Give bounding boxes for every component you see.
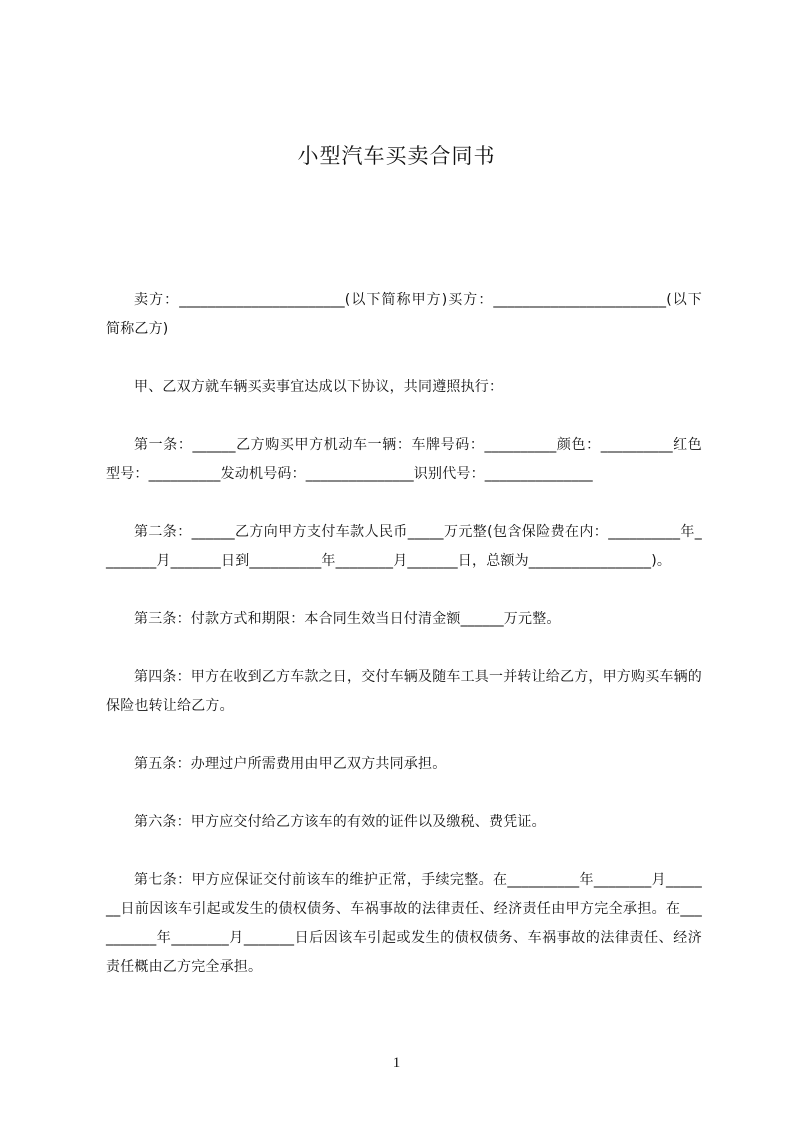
contract-body	[106, 286, 702, 1011]
article-5-paragraph: 第五条：办理过户所需费用由甲乙双方共同承担。	[134, 756, 447, 772]
agreement-intro-paragraph: 甲、乙双方就车辆买卖事宜达成以下协议，共同遵照执行：	[134, 379, 504, 395]
article-6-paragraph: 第六条：甲方应交付给乙方该车的有效的证件以及缴税、费凭证。	[134, 814, 546, 830]
article-2-paragraph: 第二条：______乙方向甲方支付车款人民币_____万元整(包含保险费在内：__________年________月_______日到__________年________月_______日，总额为_________________)。	[106, 524, 702, 569]
article-7-paragraph: 第七条：甲方应保证交付前该车的维护正常，手续完整。在__________年________月_______日前因该车引起或发生的债权债务、车祸事故的法律责任、经济责任由甲方完全承担。在__________年________月_______日后因该车引起或发生的债权债务、车祸事故的法律责任、经济责任概由乙方完全承担。	[106, 872, 702, 975]
article-3-paragraph: 第三条：付款方式和期限：本合同生效当日付清金额______万元整。	[134, 611, 561, 627]
article-4-paragraph: 第四条：甲方在收到乙方车款之日，交付车辆及随车工具一并转让给乙方，甲方购买车辆的保险也转让给乙方。	[106, 669, 702, 714]
document-title: 小型汽车买卖合同书	[297, 144, 496, 168]
article-1-paragraph: 第一条：______乙方购买甲方机动车一辆：车牌号码：__________颜色：__________红色型号：__________发动机号码：_______________识别代号：_______________	[106, 437, 702, 482]
parties-paragraph: 卖方：_______________________(以下简称甲方)买方：________________________(以下简称乙方)	[106, 292, 702, 337]
page-number: 1	[392, 1055, 401, 1071]
